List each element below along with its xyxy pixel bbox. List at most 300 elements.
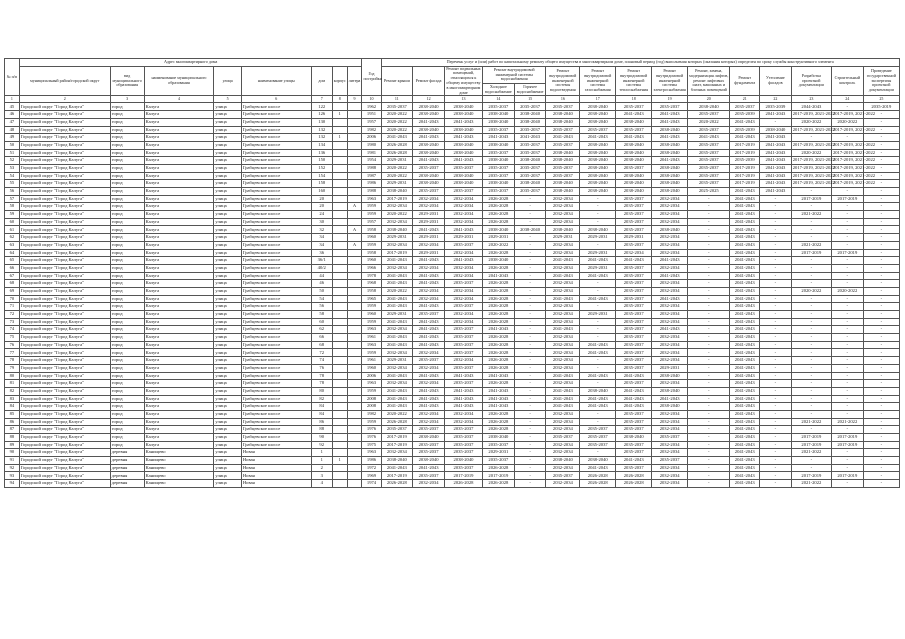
cell-work-period: 2032-2034 <box>652 410 688 418</box>
cell-work-period: 2032-2034 <box>546 334 580 342</box>
cell-lit <box>347 318 362 326</box>
cell-work-period: 2038-2040 <box>546 180 580 188</box>
cell-lit <box>347 395 362 403</box>
cell-work-period: - <box>514 441 546 449</box>
cell-korp <box>332 311 347 319</box>
cell-district: Городской округ "Город Калуга" <box>19 103 110 111</box>
column-number: 14 <box>483 96 515 103</box>
cell-work-period: - <box>863 111 899 119</box>
cell-work-period: - <box>514 403 546 411</box>
cell-sname: Грабцевское шоссе <box>241 180 311 188</box>
cell-work-period: 2032-2034 <box>546 211 580 219</box>
cell-n: 70 <box>5 295 20 303</box>
cell-work-period: - <box>760 326 792 334</box>
cell-lit <box>347 103 362 111</box>
cell-street: улица <box>214 326 241 334</box>
cell-work-period: 2032-2034 <box>444 287 482 295</box>
cell-work-period: 2032-2034 <box>546 480 580 488</box>
cell-work-period: - <box>831 349 863 357</box>
cell-work-period: 2017-2019 <box>791 472 831 480</box>
cell-work-period: - <box>514 234 546 242</box>
cell-work-period: 2032-2034 <box>444 264 482 272</box>
cell-work-period: 2035-2037 <box>444 434 482 442</box>
cell-kind: город <box>110 311 144 319</box>
cell-mo: Калуга <box>144 264 214 272</box>
cell-n: 83 <box>5 395 20 403</box>
cell-work-period: 2032-2034 <box>652 195 688 203</box>
cell-korp: 1 <box>332 111 347 119</box>
col-header-9: литера <box>347 66 362 96</box>
cell-house: 24 <box>311 211 332 219</box>
cell-district: Городской округ "Город Калуга" <box>19 211 110 219</box>
cell-work-period: 2026-2028 <box>483 341 515 349</box>
cell-work-period: - <box>791 188 831 196</box>
cell-work-period: - <box>760 380 792 388</box>
cell-work-period: 2041-2043 <box>546 134 580 142</box>
cell-street: улица <box>214 287 241 295</box>
cell-work-period: - <box>688 195 730 203</box>
cell-work-period: 2041-2043 <box>580 372 616 380</box>
cell-work-period: 2032-2034 <box>546 264 580 272</box>
cell-work-period: - <box>760 434 792 442</box>
cell-work-period: - <box>791 226 831 234</box>
col-header-22: Утепление фасадов <box>760 66 792 96</box>
cell-street: улица <box>214 334 241 342</box>
cell-work-period: 2041-2043 <box>580 134 616 142</box>
cell-work-period: - <box>863 234 899 242</box>
table-row <box>5 441 900 449</box>
cell-house: 58 <box>311 311 332 319</box>
cell-work-period: 2038-2040 <box>444 172 482 180</box>
cell-work-period: 2038-2040 <box>652 172 688 180</box>
cell-work-period: 2035-2037 <box>616 364 652 372</box>
cell-n: 57 <box>5 195 20 203</box>
cell-street: улица <box>214 457 241 465</box>
cell-work-period: - <box>688 272 730 280</box>
cell-work-period: - <box>863 341 899 349</box>
cell-work-period: 2032-2034 <box>546 380 580 388</box>
cell-korp <box>332 380 347 388</box>
cell-work-period: 2026-2028 <box>483 418 515 426</box>
cell-district: Городской округ "Город Калуга" <box>19 311 110 319</box>
cell-work-period: - <box>863 311 899 319</box>
cell-work-period: 2035-2037 <box>580 426 616 434</box>
table-row <box>5 118 900 126</box>
cell-work-period: 2021-2022 <box>791 418 831 426</box>
cell-sname: Грабцевское шоссе <box>241 426 311 434</box>
cell-work-period: 2035-2037 <box>616 318 652 326</box>
cell-work-period: 2032-2034 <box>546 426 580 434</box>
cell-work-period: 2038-2040 <box>652 164 688 172</box>
cell-work-period: 2026-2028 <box>381 141 413 149</box>
cell-work-period: 2020-2022 <box>381 164 413 172</box>
cell-mo: Калуга <box>144 334 214 342</box>
cell-year: 1959 <box>362 349 381 357</box>
cell-work-period: 2035-2037 <box>546 141 580 149</box>
cell-kind: город <box>110 211 144 219</box>
cell-work-period: 2035-2037 <box>444 280 482 288</box>
cell-work-period: - <box>863 149 899 157</box>
cell-sname: Новая <box>241 472 311 480</box>
cell-lit <box>347 326 362 334</box>
table-row <box>5 464 900 472</box>
cell-work-period: 2038-2040 <box>652 180 688 188</box>
cell-street: улица <box>214 188 241 196</box>
cell-house: 136 <box>311 149 332 157</box>
cell-district: Городской округ "Город Калуга" <box>19 418 110 426</box>
cell-mo: Калуга <box>144 418 214 426</box>
cell-work-period: 2041-2043 <box>413 257 445 265</box>
cell-korp <box>332 241 347 249</box>
cell-work-period: 2017-2019 <box>381 249 413 257</box>
cell-kind: деревня <box>110 480 144 488</box>
cell-street: улица <box>214 418 241 426</box>
cell-work-period: 2035-2037 <box>616 410 652 418</box>
cell-street: улица <box>214 318 241 326</box>
cell-work-period: 2041-2043 <box>444 387 482 395</box>
cell-work-period: - <box>514 349 546 357</box>
cell-work-period: 2041-2043 <box>730 418 760 426</box>
cell-work-period: 2032-2034 <box>413 380 445 388</box>
cell-work-period: 2041-2043 <box>413 403 445 411</box>
cell-work-period: - <box>791 272 831 280</box>
cell-mo: Калуга <box>144 311 214 319</box>
cell-work-period: 2041-2043 <box>730 272 760 280</box>
cell-year: 1959 <box>362 418 381 426</box>
cell-kind: город <box>110 303 144 311</box>
cell-work-period: 2035-2037 <box>444 449 482 457</box>
cell-work-period: 2017-2019, 2021-2022 <box>791 172 831 180</box>
cell-work-period: 2038-2040 <box>483 434 515 442</box>
cell-work-period: 2032-2034 <box>652 349 688 357</box>
cell-work-period: 2035-2039 <box>760 103 792 111</box>
cell-mo: Калуга <box>144 257 214 265</box>
cell-work-period: - <box>760 287 792 295</box>
cell-work-period: 2032-2034 <box>413 295 445 303</box>
cell-work-period: - <box>831 380 863 388</box>
cell-work-period: - <box>514 211 546 219</box>
cell-work-period: 2038-2040 <box>652 387 688 395</box>
cell-district: Городской округ "Город Калуга" <box>19 203 110 211</box>
cell-work-period: - <box>863 357 899 365</box>
cell-work-period: 2035-2037 <box>652 457 688 465</box>
cell-work-period: 2017-2019 <box>381 195 413 203</box>
cell-work-period: 2017-2019 <box>791 195 831 203</box>
col-header-19: Ремонт внутридомовой инженерной системы электроснабжения <box>652 66 688 96</box>
cell-work-period: 2041-2043 <box>381 464 413 472</box>
cell-work-period: 2041-2043 <box>730 403 760 411</box>
cell-work-period: 2032-2034 <box>413 287 445 295</box>
cell-work-period: 2038-2040 <box>616 188 652 196</box>
cell-work-period: 2035-2037 <box>444 303 482 311</box>
cell-house: 150 <box>311 157 332 165</box>
cell-work-period: - <box>863 218 899 226</box>
cell-work-period: 2038-2040 <box>580 149 616 157</box>
cell-lit <box>347 287 362 295</box>
cell-sname: Грабцевское шоссе <box>241 403 311 411</box>
cell-year: 1976 <box>362 426 381 434</box>
cell-kind: город <box>110 426 144 434</box>
cell-house: 36 <box>311 249 332 257</box>
cell-work-period: 2041-2043 <box>730 410 760 418</box>
cell-house: 20 <box>311 203 332 211</box>
col-header-5: улица <box>214 66 241 96</box>
cell-work-period: - <box>863 326 899 334</box>
cell-work-period: - <box>688 410 730 418</box>
col-header-10: Год постройки <box>362 59 381 96</box>
cell-work-period: - <box>580 280 616 288</box>
capital-repair-schedule-table <box>4 58 900 488</box>
cell-work-period: 2041-2043 <box>444 372 482 380</box>
cell-work-period: 2041-2043 <box>444 157 482 165</box>
cell-lit <box>347 349 362 357</box>
table-row <box>5 234 900 242</box>
cell-sname: Грабцевское шоссе <box>241 272 311 280</box>
cell-work-period: - <box>831 387 863 395</box>
cell-work-period: - <box>831 234 863 242</box>
cell-work-period: 2035-2037 <box>413 426 445 434</box>
cell-work-period: - <box>863 134 899 142</box>
cell-work-period: - <box>791 264 831 272</box>
cell-district: Городской округ "Город Калуга" <box>19 441 110 449</box>
cell-sname: Грабцевское шоссе <box>241 395 311 403</box>
table-row <box>5 364 900 372</box>
col-header-20: Ремонт, замена, модернизация лифтов, ремонт лифтовых шахт, машинных и блочных помещений <box>688 66 730 96</box>
cell-street: улица <box>214 218 241 226</box>
cell-work-period: - <box>863 157 899 165</box>
table-row <box>5 410 900 418</box>
cell-sname: Грабцевское шоссе <box>241 287 311 295</box>
cell-lit <box>347 364 362 372</box>
cell-n: 71 <box>5 303 20 311</box>
cell-work-period: 2035-2037 <box>616 264 652 272</box>
cell-year: 1968 <box>362 280 381 288</box>
cell-work-period: 2029-2031 <box>413 211 445 219</box>
cell-sname: Грабцевское шоссе <box>241 264 311 272</box>
cell-work-period: 2038-2040 <box>616 149 652 157</box>
cell-work-period: 2041-2043 <box>652 134 688 142</box>
cell-work-period: 2041-2043 <box>413 387 445 395</box>
cell-n: 64 <box>5 249 20 257</box>
cell-work-period: 2041-2043 <box>652 295 688 303</box>
cell-lit <box>347 387 362 395</box>
cell-lit <box>347 264 362 272</box>
cell-work-period: - <box>514 464 546 472</box>
cell-work-period: - <box>688 395 730 403</box>
cell-work-period: 2041-2043 <box>730 395 760 403</box>
cell-house: 74 <box>311 357 332 365</box>
cell-korp <box>332 272 347 280</box>
cell-work-period: 2026-2028 <box>483 303 515 311</box>
cell-work-period: 2041-2043 <box>483 387 515 395</box>
cell-work-period: 2041-2043 <box>730 241 760 249</box>
cell-n: 65 <box>5 257 20 265</box>
cell-korp <box>332 149 347 157</box>
cell-work-period: - <box>760 441 792 449</box>
cell-work-period: - <box>688 457 730 465</box>
cell-work-period: - <box>688 434 730 442</box>
cell-work-period: 2032-2034 <box>652 441 688 449</box>
cell-work-period: - <box>580 418 616 426</box>
cell-work-period: 2032-2034 <box>652 211 688 219</box>
cell-work-period: - <box>831 464 863 472</box>
cell-work-period: 2032-2034 <box>546 249 580 257</box>
cell-house: 76 <box>311 364 332 372</box>
cell-work-period: 2026-2028 <box>616 472 652 480</box>
cell-lit <box>347 311 362 319</box>
cell-mo: Калуга <box>144 164 214 172</box>
cell-district: Городской округ "Город Калуга" <box>19 472 110 480</box>
cell-house: 1 <box>311 457 332 465</box>
cell-work-period: 2020-2022 <box>791 118 831 126</box>
cell-district: Городской округ "Город Калуга" <box>19 134 110 142</box>
cell-work-period: 2032-2034 <box>652 418 688 426</box>
cell-kind: город <box>110 257 144 265</box>
cell-n: 72 <box>5 311 20 319</box>
cell-work-period: 2032-2034 <box>652 303 688 311</box>
cell-street: улица <box>214 226 241 234</box>
cell-kind: город <box>110 111 144 119</box>
col-header-6: наименование улицы <box>241 66 311 96</box>
cell-work-period: 2041-2043 <box>546 387 580 395</box>
cell-work-period: - <box>760 211 792 219</box>
cell-n: 81 <box>5 380 20 388</box>
cell-work-period: - <box>831 303 863 311</box>
cell-work-period: 2035-2037 <box>688 157 730 165</box>
cell-work-period: - <box>831 457 863 465</box>
cell-work-period: 2029-2031 <box>413 249 445 257</box>
cell-n: 52 <box>5 157 20 165</box>
cell-house: 84 <box>311 403 332 411</box>
cell-sname: Грабцевское шоссе <box>241 249 311 257</box>
cell-mo: Канищево <box>144 449 214 457</box>
cell-work-period: 2038-2040 <box>483 180 515 188</box>
cell-work-period: - <box>688 387 730 395</box>
cell-work-period: 2041-2043 <box>652 395 688 403</box>
cell-work-period: 2035-2037 <box>616 126 652 134</box>
cell-district: Городской округ "Город Калуга" <box>19 172 110 180</box>
cell-year: 1978 <box>362 272 381 280</box>
cell-district: Городской округ "Город Калуга" <box>19 157 110 165</box>
cell-work-period: - <box>514 449 546 457</box>
cell-lit <box>347 357 362 365</box>
cell-district: Городской округ "Город Калуга" <box>19 249 110 257</box>
cell-work-period: 2032-2034 <box>616 249 652 257</box>
cell-work-period: - <box>831 134 863 142</box>
cell-work-period: 2041-2043 <box>730 188 760 196</box>
cell-street: улица <box>214 349 241 357</box>
cell-year: 2008 <box>362 403 381 411</box>
cell-korp <box>332 188 347 196</box>
cell-work-period: 2041-2043 <box>546 403 580 411</box>
cell-work-period: 2041-2043 <box>616 403 652 411</box>
cell-mo: Калуга <box>144 157 214 165</box>
cell-kind: город <box>110 141 144 149</box>
cell-kind: город <box>110 364 144 372</box>
cell-work-period: 2020-2022 <box>688 118 730 126</box>
cell-mo: Калуга <box>144 341 214 349</box>
cell-work-period: - <box>863 118 899 126</box>
col-header-3: вид муниципального образования <box>110 66 144 96</box>
cell-work-period: 2026-2028 <box>483 264 515 272</box>
table-row <box>5 318 900 326</box>
cell-work-period: 2035-2037 <box>444 464 482 472</box>
cell-house: 1 <box>311 449 332 457</box>
cell-work-period: 2026-2028 <box>483 464 515 472</box>
cell-year: 1959 <box>362 318 381 326</box>
cell-work-period: 2035-2037 <box>688 111 730 119</box>
cell-work-period: - <box>514 410 546 418</box>
cell-work-period: 2044-2043 <box>791 103 831 111</box>
cell-work-period: 2038-2040 <box>483 226 515 234</box>
cell-year: 1958 <box>362 226 381 234</box>
cell-kind: город <box>110 280 144 288</box>
cell-work-period: 2020-2022 <box>381 118 413 126</box>
cell-work-period: - <box>688 295 730 303</box>
cell-district: Городской округ "Город Калуга" <box>19 395 110 403</box>
cell-work-period: 2035-2037 <box>514 149 546 157</box>
cell-work-period: 2032-2034 <box>546 357 580 365</box>
cell-year: 1974 <box>362 480 381 488</box>
cell-house: 32 <box>311 226 332 234</box>
cell-district: Городской округ "Город Калуга" <box>19 341 110 349</box>
cell-korp <box>332 264 347 272</box>
cell-work-period: 2020-2022 <box>381 126 413 134</box>
cell-work-period: - <box>791 326 831 334</box>
cell-korp <box>332 118 347 126</box>
cell-work-period: 2041-2043 <box>730 426 760 434</box>
cell-lit <box>347 141 362 149</box>
cell-work-period: 2041-2043 <box>413 157 445 165</box>
cell-lit <box>347 380 362 388</box>
cell-sname: Грабцевское шоссе <box>241 441 311 449</box>
column-number: 19 <box>652 96 688 103</box>
cell-kind: город <box>110 387 144 395</box>
col-header-21: Ремонт фундамента <box>730 66 760 96</box>
cell-mo: Калуга <box>144 218 214 226</box>
cell-work-period: 2038-2040 <box>580 188 616 196</box>
cell-work-period: - <box>760 426 792 434</box>
cell-house: 44 <box>311 272 332 280</box>
cell-work-period: - <box>863 203 899 211</box>
cell-district: Городской округ "Город Калуга" <box>19 364 110 372</box>
cell-work-period: 2038-2040 <box>580 226 616 234</box>
cell-work-period: 2038-2040 <box>413 172 445 180</box>
cell-korp <box>332 318 347 326</box>
cell-work-period: - <box>688 472 730 480</box>
cell-work-period: 2026-2028 <box>483 287 515 295</box>
cell-mo: Канищево <box>144 457 214 465</box>
cell-work-period: - <box>688 287 730 295</box>
cell-work-period: - <box>514 457 546 465</box>
cell-work-period: - <box>863 249 899 257</box>
cell-district: Городской округ "Город Калуга" <box>19 272 110 280</box>
cell-work-period: - <box>863 426 899 434</box>
cell-work-period: 2035-2037 <box>616 441 652 449</box>
cell-kind: город <box>110 410 144 418</box>
cell-korp <box>332 434 347 442</box>
cell-work-period: - <box>760 480 792 488</box>
cell-house: 152 <box>311 164 332 172</box>
cell-work-period: 2035-2037 <box>688 180 730 188</box>
cell-work-period: - <box>514 295 546 303</box>
cell-lit: А <box>347 226 362 234</box>
cell-n: 86 <box>5 418 20 426</box>
cell-work-period: 2038-2040 <box>688 103 730 111</box>
table-row <box>5 349 900 357</box>
cell-work-period: 2032-2034 <box>381 264 413 272</box>
column-number: 11 <box>381 96 413 103</box>
